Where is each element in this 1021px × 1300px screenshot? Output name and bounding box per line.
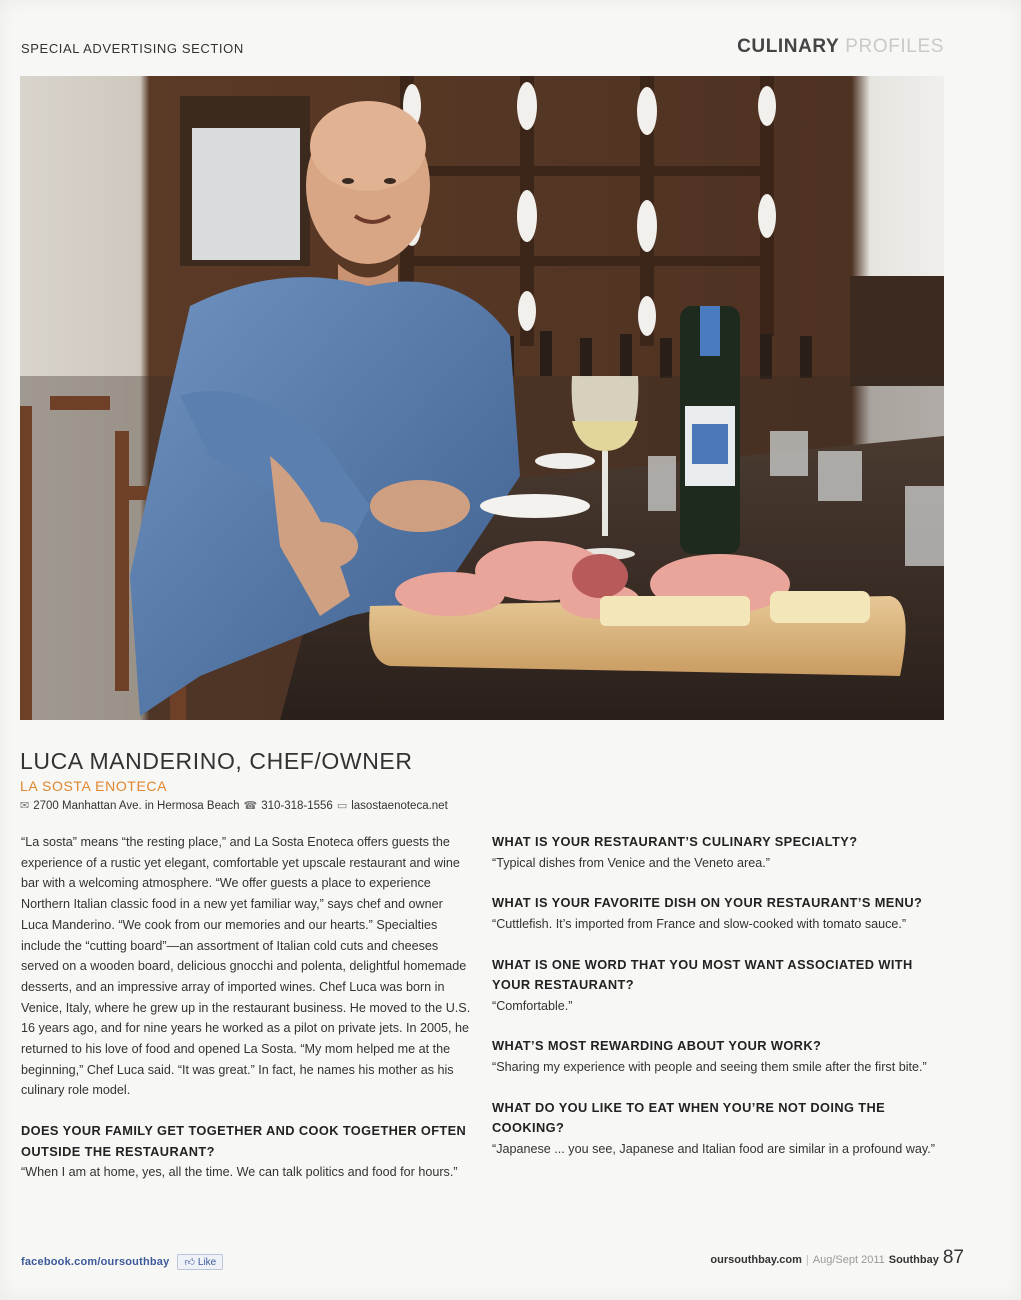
- website-link[interactable]: lasostaenoteca.net: [351, 799, 448, 812]
- phone-text: 310-318-1556: [261, 799, 333, 812]
- answer-text: “Cuttlefish. It’s imported from France and slow-cooked with tomato sauce.”: [492, 916, 907, 931]
- answer-text: “Comfortable.”: [492, 998, 573, 1013]
- page-number: 87: [942, 1247, 964, 1268]
- phone-icon: ☎: [243, 800, 258, 812]
- thumbs-up-icon: 👍︎: [184, 1257, 195, 1268]
- contact-info: [20, 799, 448, 812]
- qa-item: [492, 955, 942, 1017]
- footer-separator: |: [805, 1254, 809, 1266]
- section-label: SPECIAL ADVERTISING SECTION: [21, 41, 244, 56]
- qa-item: [21, 1121, 473, 1183]
- chef-photo: [20, 76, 944, 720]
- computer-icon: ▭: [336, 800, 348, 812]
- like-label: Like: [197, 1256, 217, 1268]
- question-heading: WHAT IS ONE WORD THAT YOU MOST WANT ASSOCIATED WITH YOUR RESTAURANT?: [492, 956, 913, 993]
- restaurant-name: LA SOSTA ENOTECA: [20, 778, 168, 794]
- answer-text: “Typical dishes from Venice and the Veneto area.”: [492, 855, 770, 870]
- issue-date: Aug/Sept 2011: [812, 1254, 885, 1266]
- left-column: [21, 832, 473, 1183]
- folio: [710, 1247, 964, 1269]
- qa-item: [492, 893, 942, 934]
- question-heading: DOES YOUR FAMILY GET TOGETHER AND COOK TOGETHER OFTEN OUTSIDE THE RESTAURANT?: [21, 1123, 467, 1159]
- page-title: LUCA MANDERINO, CHEF/OWNER: [20, 748, 413, 774]
- answer-text: “Sharing my experience with people and seeing them smile after the first bite.”: [492, 1060, 927, 1075]
- chef-photo-illustration: [20, 76, 944, 720]
- qa-item: [492, 1098, 942, 1160]
- right-column: [492, 832, 942, 1160]
- qa-item: [492, 1036, 942, 1077]
- answer-text: “Japanese ... you see, Japanese and Italian food are similar in a profound way.”: [492, 1141, 935, 1156]
- envelope-icon: ✉: [20, 800, 30, 812]
- question-heading: WHAT IS YOUR FAVORITE DISH ON YOUR RESTAURANT’S MENU?: [492, 895, 923, 911]
- answer-text: “When I am at home, yes, all the time. We can talk politics and food for hours.”: [21, 1165, 458, 1180]
- qa-item: [492, 832, 942, 873]
- question-heading: WHAT DO YOU LIKE TO EAT WHEN YOU’RE NOT DOING THE COOKING?: [492, 1099, 886, 1136]
- magazine-name: Southbay: [888, 1254, 939, 1266]
- category-light: PROFILES: [845, 36, 944, 57]
- category-strong: CULINARY: [737, 36, 840, 57]
- facebook-link[interactable]: facebook.com/oursouthbay: [21, 1256, 170, 1268]
- question-heading: WHAT IS YOUR RESTAURANT’S CULINARY SPECIALTY?: [492, 834, 858, 849]
- footer-social: [21, 1254, 223, 1270]
- category-title: [737, 36, 944, 58]
- address-text: 2700 Manhattan Ave. in Hermosa Beach: [33, 799, 240, 812]
- footer-site: oursouthbay.com: [710, 1254, 802, 1266]
- intro-paragraph: “La sosta” means “the resting place,” and La Sosta Enoteca offers guests the experience of a rustic yet elegant, comfortable yet upscale restaurant and wine bar with a welcoming atmosphere. “We offer guests a place to experience Northern Italian classic food in a new yet familiar way,” says chef and owner Luca Manderino. “We cook from our memories and our hearts.” Specialties include the “cutting board”—an assortment of Italian cold cuts and cheeses served on a wooden board, delicious gnocchi and polenta, delightful homemade desserts, and an impressive array of imported wines. Chef Luca was born in Venice, Italy, where he grew up in the restaurant business. He moved to the U.S. 16 years ago, and for nine years he worked as a pilot on private jets. In 2005, he returned to his love of food and opened La Sosta. “My mom helped me at the beginning,” Chef Luca said. “It was great.” In fact, he names his mother as his culinary role model.: [21, 835, 471, 1098]
- like-button[interactable]: [177, 1254, 223, 1270]
- question-heading: WHAT’S MOST REWARDING ABOUT YOUR WORK?: [492, 1038, 822, 1054]
